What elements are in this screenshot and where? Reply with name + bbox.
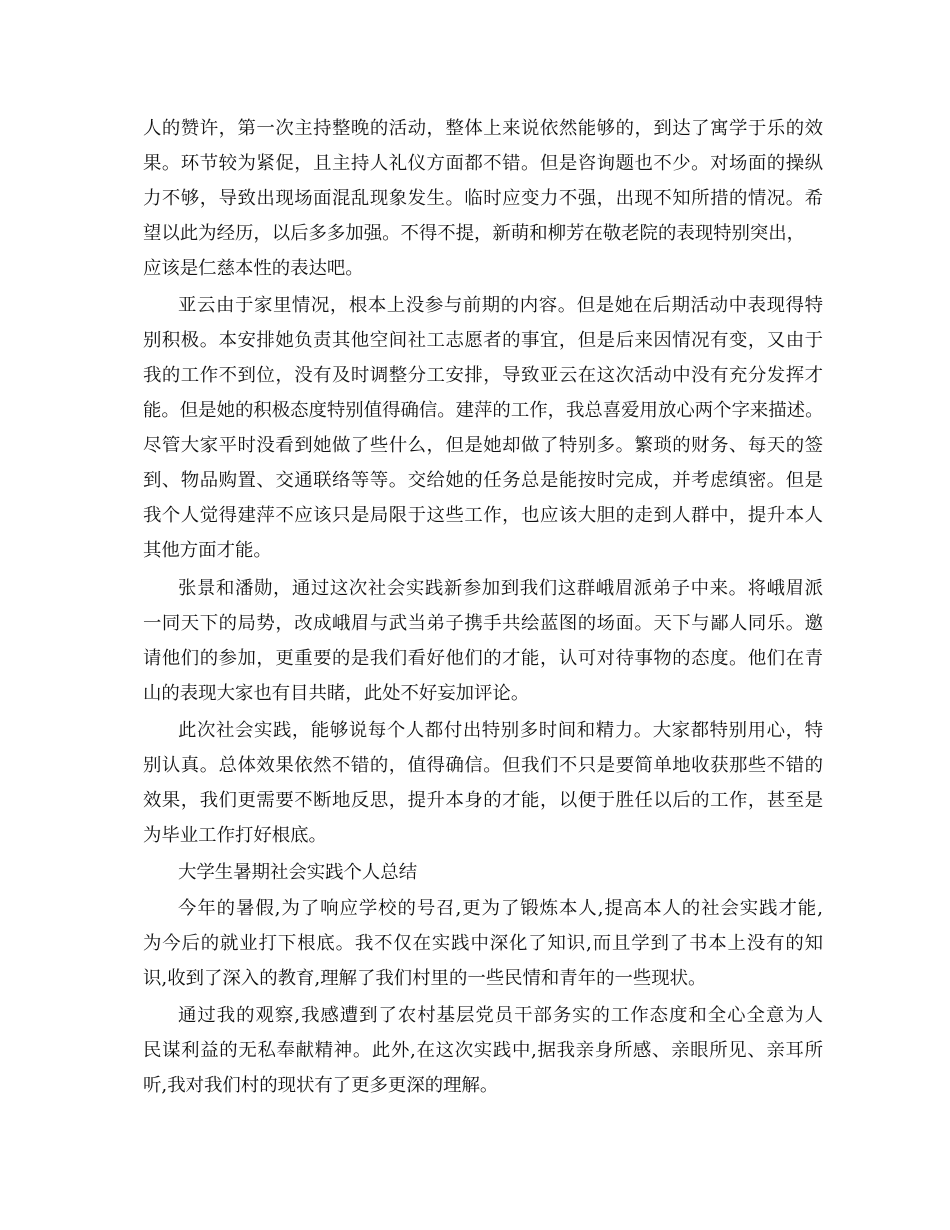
text-line: 果。环节较为紧促，且主持人礼仪方面都不错。但是咨询题也不少。对场面的操纵	[143, 153, 823, 174]
text-line: 民谋利益的无私奉献精神。此外,在这次实践中,据我亲身所感、亲眼所见、亲耳所	[143, 1040, 823, 1061]
text-line: 我的工作不到位，没有及时调整分工安排，导致亚云在这次活动中没有充分发挥才	[143, 365, 823, 386]
text-line: 亚云由于家里情况，根本上没参与前期的内容。但是她在后期活动中表现得特	[178, 295, 823, 316]
text-line: 能。但是她的积极态度特别值得确信。建萍的工作，我总喜爱用放心两个字来描述。	[143, 400, 823, 421]
section-heading: 大学生暑期社会实践个人总结	[178, 862, 418, 883]
text-line: 我个人觉得建萍不应该只是局限于这些工作，也应该大胆的走到人群中，提升本人	[143, 505, 823, 526]
text-line: 今年的暑假,为了响应学校的号召,更为了锻炼本人,提高本人的社会实践才能,	[178, 898, 823, 919]
text-line: 尽管大家平时没看到她做了些什么，但是她却做了特别多。繁琐的财务、每天的签	[143, 435, 823, 456]
text-line: 山的表现大家也有目共睹，此处不好妄加评论。	[143, 683, 530, 704]
text-line: 别积极。本安排她负责其他空间社工志愿者的事宜，但是后来因情况有变，又由于	[143, 330, 823, 351]
text-line: 通过我的观察,我感遭到了农村基层党员干部务实的工作态度和全心全意为人	[178, 1005, 823, 1026]
text-line: 一同天下的局势，改成峨眉与武当弟子携手共绘蓝图的场面。天下与鄙人同乐。邀	[143, 613, 823, 634]
text-line: 应该是仁慈本性的表达吧。	[143, 258, 364, 279]
text-line: 为毕业工作打好根底。	[143, 825, 327, 846]
text-line: 此次社会实践，能够说每个人都付出特别多时间和精力。大家都特别用心，特	[178, 720, 823, 741]
text-line: 望以此为经历，以后多多加强。不得不提，新萌和柳芳在敬老院的表现特别突出，	[143, 223, 806, 244]
text-line: 人的赞许，第一次主持整晚的活动，整体上来说依然能够的，到达了寓学于乐的效	[143, 118, 823, 139]
text-line: 为今后的就业打下根底。我不仅在实践中深化了知识,而且学到了书本上没有的知	[143, 933, 823, 954]
text-line: 力不够，导致出现场面混乱现象发生。临时应变力不强，出现不知所措的情况。希	[143, 188, 823, 209]
text-line: 效果，我们更需要不断地反思，提升本身的才能，以便于胜任以后的工作，甚至是	[143, 790, 823, 811]
text-line: 别认真。总体效果依然不错的，值得确信。但我们不只是要简单地收获那些不错的	[143, 755, 823, 776]
text-line: 到、物品购置、交通联络等等。交给她的任务总是能按时完成，并考虑缜密。但是	[143, 470, 823, 491]
text-line: 听,我对我们村的现状有了更多更深的理解。	[143, 1075, 499, 1096]
text-line: 其他方面才能。	[143, 540, 272, 561]
text-line: 张景和潘勋，通过这次社会实践新参加到我们这群峨眉派弟子中来。将峨眉派	[178, 578, 823, 599]
text-line: 请他们的参加，更重要的是我们看好他们的才能，认可对待事物的态度。他们在青	[143, 648, 823, 669]
text-line: 识,收到了深入的教育,理解了我们村里的一些民情和青年的一些现状。	[143, 968, 707, 989]
